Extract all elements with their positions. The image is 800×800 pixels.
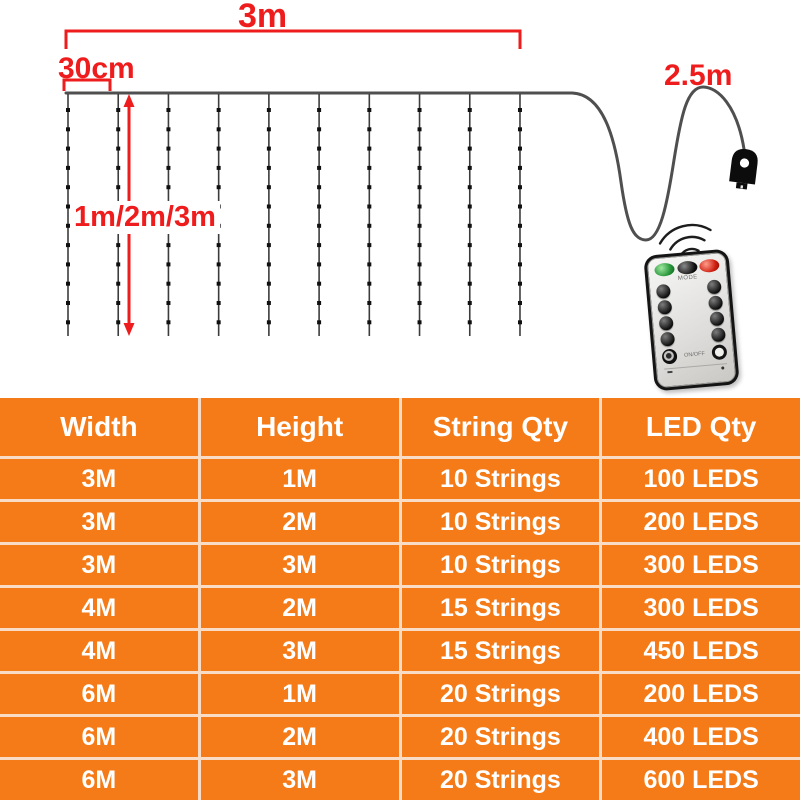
led-bulb	[116, 108, 120, 112]
table-cell: 2M	[201, 502, 399, 542]
led-bulb	[66, 320, 70, 324]
led-bulb	[418, 320, 422, 324]
led-bulb	[468, 147, 472, 151]
led-bulb	[367, 243, 371, 247]
led-bulb	[317, 320, 321, 324]
led-bulb	[116, 127, 120, 131]
led-bulb	[116, 166, 120, 170]
table-cell: 20 Strings	[402, 760, 600, 800]
led-bulb	[166, 301, 170, 305]
remote-grid-button	[711, 327, 726, 342]
table-cell: 4M	[0, 588, 198, 628]
remote-dim-button	[711, 344, 727, 360]
led-bulb	[66, 127, 70, 131]
remote-grid-button	[707, 279, 722, 294]
spec-table	[0, 398, 800, 800]
table-cell: 3M	[0, 545, 198, 585]
led-bulb	[518, 224, 522, 228]
led-bulb	[418, 147, 422, 151]
led-bulb	[217, 301, 221, 305]
table-cell: 1M	[201, 459, 399, 499]
led-bulb	[518, 301, 522, 305]
col-header-string-qty: String Qty	[402, 398, 600, 456]
table-cell: 15 Strings	[402, 631, 600, 671]
led-bulb	[518, 166, 522, 170]
led-bulb	[518, 147, 522, 151]
table-cell: 100 LEDS	[602, 459, 800, 499]
led-bulb	[166, 166, 170, 170]
led-bulb	[166, 147, 170, 151]
led-bulb	[217, 108, 221, 112]
width-dimension-label: 3m	[238, 0, 288, 35]
remote-grid-button	[660, 332, 675, 347]
led-bulb	[66, 147, 70, 151]
led-bulb	[317, 301, 321, 305]
remote-grid-button	[659, 316, 674, 331]
table-cell: 20 Strings	[402, 717, 600, 757]
table-cell: 20 Strings	[402, 674, 600, 714]
led-bulb	[418, 301, 422, 305]
remote-grid-row	[660, 327, 726, 347]
led-bulb	[66, 108, 70, 112]
led-bulb	[267, 166, 271, 170]
led-bulb	[267, 224, 271, 228]
led-bulb	[367, 166, 371, 170]
led-bulb	[468, 243, 472, 247]
led-bulb	[367, 147, 371, 151]
led-bulb	[267, 320, 271, 324]
spacing-dimension-label: 30cm	[58, 52, 135, 85]
table-cell: 450 LEDS	[602, 631, 800, 671]
led-bulb	[66, 282, 70, 286]
led-bulb	[518, 243, 522, 247]
table-cell: 2M	[201, 717, 399, 757]
led-bulb	[116, 262, 120, 266]
led-bulb	[317, 224, 321, 228]
led-bulb	[367, 262, 371, 266]
table-cell: 2M	[201, 588, 399, 628]
remote-grid-button	[708, 295, 723, 310]
led-bulb	[267, 262, 271, 266]
width-bracket	[66, 31, 520, 49]
remote-grid-button	[656, 284, 671, 299]
led-bulb	[418, 108, 422, 112]
led-bulb	[518, 320, 522, 324]
led-bulb	[166, 320, 170, 324]
remote-bottom-buttons	[661, 344, 727, 365]
remote-control	[643, 249, 740, 392]
led-bulb	[418, 224, 422, 228]
col-header-height: Height	[201, 398, 399, 456]
height-dimension-label: 1m/2m/3m	[70, 201, 220, 234]
table-cell: 6M	[0, 674, 198, 714]
led-bulb	[468, 127, 472, 131]
led-bulb	[418, 166, 422, 170]
led-bulb	[66, 262, 70, 266]
led-bulb	[267, 185, 271, 189]
led-bulb	[367, 282, 371, 286]
led-bulb	[367, 127, 371, 131]
table-cell: 6M	[0, 760, 198, 800]
table-cell: 400 LEDS	[602, 717, 800, 757]
led-bulb	[116, 147, 120, 151]
led-bulb	[367, 320, 371, 324]
led-bulb	[267, 147, 271, 151]
led-bulb	[518, 262, 522, 266]
table-cell: 1M	[201, 674, 399, 714]
led-bulb	[468, 108, 472, 112]
led-bulb	[367, 301, 371, 305]
led-bulb	[317, 282, 321, 286]
col-header-width: Width	[0, 398, 198, 456]
led-bulb	[468, 262, 472, 266]
table-cell: 4M	[0, 631, 198, 671]
remote-off-button	[699, 258, 720, 273]
led-bulb	[418, 205, 422, 209]
led-bulb	[66, 243, 70, 247]
led-bulb	[418, 185, 422, 189]
led-bulb	[317, 262, 321, 266]
led-bulb	[418, 282, 422, 286]
led-bulb	[317, 127, 321, 131]
led-bulb	[217, 166, 221, 170]
remote-button-grid	[656, 279, 726, 346]
led-bulb	[468, 185, 472, 189]
led-bulb	[418, 262, 422, 266]
led-bulb	[166, 127, 170, 131]
table-cell: 3M	[201, 545, 399, 585]
led-bulb	[367, 108, 371, 112]
table-cell: 3M	[201, 631, 399, 671]
remote-grid-button	[709, 311, 724, 326]
curtain-light-diagram	[0, 0, 800, 398]
table-cell: 200 LEDS	[602, 502, 800, 542]
remote-grid-button	[657, 300, 672, 315]
table-cell: 600 LEDS	[602, 760, 800, 800]
led-bulb	[317, 166, 321, 170]
col-header-led-qty: LED Qty	[602, 398, 800, 456]
remote-on-button	[654, 262, 675, 277]
led-bulb	[468, 224, 472, 228]
led-bulb	[317, 243, 321, 247]
led-bulb	[66, 185, 70, 189]
led-bulb	[166, 243, 170, 247]
led-bulb	[418, 243, 422, 247]
remote-power-label: ON/OFF	[683, 350, 706, 359]
led-bulb	[367, 185, 371, 189]
table-cell: 10 Strings	[402, 545, 600, 585]
led-bulb	[66, 166, 70, 170]
power-plug-icon	[728, 148, 759, 191]
remote-timer-button	[661, 348, 677, 364]
led-bulb	[468, 205, 472, 209]
led-bulb	[468, 282, 472, 286]
led-bulb	[217, 320, 221, 324]
led-bulb	[116, 185, 120, 189]
table-cell: 200 LEDS	[602, 674, 800, 714]
led-bulb	[317, 185, 321, 189]
led-bulb	[418, 127, 422, 131]
led-bulb	[217, 185, 221, 189]
led-bulb	[317, 108, 321, 112]
table-cell: 10 Strings	[402, 502, 600, 542]
led-bulb	[267, 301, 271, 305]
led-bulb	[267, 282, 271, 286]
remote-face	[646, 252, 736, 388]
led-bulb	[518, 185, 522, 189]
led-bulb	[217, 243, 221, 247]
led-bulb	[518, 108, 522, 112]
led-bulb	[518, 282, 522, 286]
led-bulb	[217, 147, 221, 151]
led-bulb	[267, 205, 271, 209]
led-bulb	[66, 301, 70, 305]
remote-mode-label: MODE	[677, 274, 699, 283]
led-bulb	[166, 108, 170, 112]
led-bulb	[217, 262, 221, 266]
table-cell: 300 LEDS	[602, 545, 800, 585]
led-bulb	[317, 205, 321, 209]
led-bulb	[116, 301, 120, 305]
table-cell: 3M	[0, 459, 198, 499]
led-bulb	[518, 205, 522, 209]
led-bulb	[267, 108, 271, 112]
led-bulb	[166, 262, 170, 266]
led-bulb	[468, 301, 472, 305]
led-bulb	[166, 282, 170, 286]
led-bulb	[468, 320, 472, 324]
led-bulb	[468, 166, 472, 170]
led-bulb	[166, 185, 170, 189]
table-cell: 300 LEDS	[602, 588, 800, 628]
lead-dimension-label: 2.5m	[664, 59, 733, 92]
led-bulb	[367, 205, 371, 209]
led-bulb	[116, 282, 120, 286]
table-cell: 3M	[0, 502, 198, 542]
led-bulb	[518, 127, 522, 131]
table-cell: 6M	[0, 717, 198, 757]
table-cell: 15 Strings	[402, 588, 600, 628]
led-bulb	[367, 224, 371, 228]
table-cell: 10 Strings	[402, 459, 600, 499]
led-bulb	[267, 127, 271, 131]
led-bulb	[317, 147, 321, 151]
table-cell: 3M	[201, 760, 399, 800]
led-bulb	[217, 282, 221, 286]
led-bulb	[217, 127, 221, 131]
remote-mode-button	[676, 260, 697, 275]
led-bulb	[267, 243, 271, 247]
led-bulb	[116, 243, 120, 247]
led-bulb	[116, 320, 120, 324]
